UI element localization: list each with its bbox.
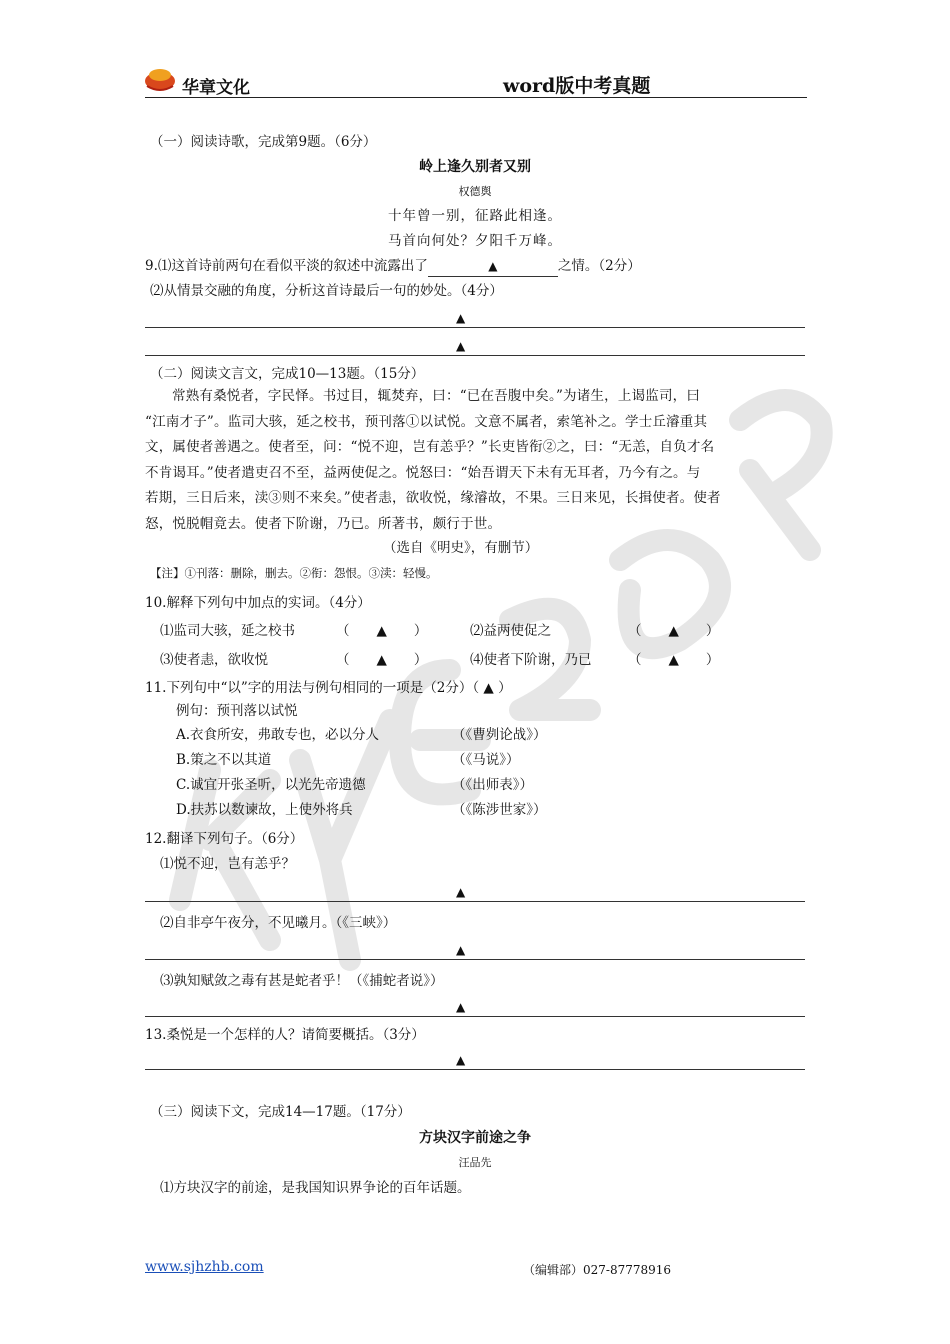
- brand-name: 华章文化: [182, 78, 250, 98]
- answer-line[interactable]: [145, 327, 805, 328]
- answer-line[interactable]: [145, 1016, 805, 1017]
- footer-phone: （编辑部）027-87778916: [523, 1263, 672, 1277]
- huazhang-logo-icon: [143, 66, 177, 92]
- header-rule: [145, 97, 807, 98]
- passage-line: 不肯谒耳。”使者遣吏召不至，益两使促之。悦怒曰：“始吾谓天下未有无耳者，乃今有之。与: [145, 464, 701, 481]
- poem-title: 岭上逢久别者又别: [419, 159, 531, 175]
- q10-item-2-answer[interactable]: （ ▲ ）: [628, 623, 720, 639]
- article-paragraph-1: ⑴方块汉字的前途，是我国知识界争论的百年话题。: [160, 1180, 471, 1196]
- answer-marker: ▲: [456, 1053, 466, 1067]
- q10-item-4-answer[interactable]: （ ▲ ）: [628, 652, 720, 668]
- article-title: 方块汉字前途之争: [419, 1130, 531, 1146]
- q11-option-d[interactable]: D.扶苏以数谏故，上使外将兵: [176, 802, 353, 818]
- question-10: 10.解释下列句中加点的实词。（4分）: [145, 595, 371, 611]
- q12-item-3: ⑶孰知赋敛之毒有甚是蛇者乎！（《捕蛇者说》）: [160, 973, 444, 989]
- question-12: 12.翻译下列句子。（6分）: [145, 831, 304, 847]
- section2-heading: （二）阅读文言文，完成10—13题。（15分）: [150, 366, 425, 382]
- q11-option-c[interactable]: C.诚宜开张圣听，以光先帝遗德: [176, 777, 366, 793]
- q11-example: 例句：预刊落以试悦: [176, 703, 298, 719]
- q11-option-c-source: （《出师表》）: [452, 777, 533, 793]
- q10-item-1-answer[interactable]: （ ▲ ）: [336, 623, 428, 639]
- header-title: word版中考真题: [503, 75, 651, 97]
- q10-item-1: ⑴监司大骇，延之校书: [160, 623, 295, 639]
- poem-line-2: 马首向何处？夕阳千万峰。: [388, 233, 562, 249]
- answer-marker: ▲: [456, 1000, 466, 1014]
- question-13: 13.桑悦是一个怎样的人？请简要概括。（3分）: [145, 1027, 425, 1043]
- poem-line-1: 十年曾一别，征路此相逢。: [388, 208, 562, 224]
- question-11: 11.下列句中“以”字的用法与例句相同的一项是（2分）（ ▲ ）: [145, 680, 512, 696]
- q10-item-3: ⑶使者恚，欲收悦: [160, 652, 268, 668]
- passage-note: 【注】①刊落：删除，删去。②衔：怨恨。③渎：轻慢。: [150, 566, 438, 580]
- passage-line: 若期，三日后来，渎③则不来矣。”使者恚，欲收悦，缘濬故，不果。三日来见，长揖使者。使者: [145, 490, 721, 506]
- passage-line: 怒，悦脱帽竟去。使者下阶谢，乃已。所著书，颇行于世。: [145, 515, 502, 532]
- q11-option-b[interactable]: B.策之不以其道: [176, 752, 272, 768]
- passage-source: （选自《明史》，有删节）: [383, 540, 539, 556]
- section1-heading: （一）阅读诗歌，完成第9题。（6分）: [150, 134, 377, 150]
- q11-option-a-source: （《曹刿论战》）: [452, 727, 547, 743]
- q12-item-1: ⑴悦不迎，岂有恙乎？: [160, 856, 295, 872]
- footer-website-link[interactable]: www.sjhzhb.com: [145, 1259, 264, 1275]
- q11-option-d-source: （《陈涉世家》）: [452, 802, 547, 818]
- answer-marker: ▲: [456, 339, 466, 353]
- question-9-1: [145, 256, 641, 277]
- answer-line[interactable]: [145, 1069, 805, 1070]
- q11-option-a[interactable]: A.衣食所安，弗敢专也，必以分人: [176, 727, 380, 743]
- answer-marker: ▲: [456, 943, 466, 957]
- passage-line: 常熟有桑悦者，字民怿。书过目，辄焚弃，曰：“已在吾腹中矣。”为诸生，上谒监司，曰: [172, 388, 701, 404]
- q9-1-answer-blank[interactable]: ▲: [428, 256, 558, 277]
- classical-passage: [145, 384, 807, 537]
- answer-line[interactable]: [145, 355, 805, 356]
- article-author: 汪品先: [458, 1156, 492, 1169]
- poem-author: 权德舆: [458, 185, 492, 198]
- answer-line[interactable]: [145, 901, 805, 902]
- q10-item-3-answer[interactable]: （ ▲ ）: [336, 652, 428, 668]
- passage-line: 文，属使者善遇之。使者至，问：“悦不迎，岂有恙乎？”长吏皆衔②之，曰：“无恙，自负才名: [145, 439, 715, 455]
- q9-1-suffix: 之情。（2分）: [557, 258, 641, 274]
- q11-option-b-source: （《马说》）: [452, 752, 520, 768]
- question-9-2: ⑵从情景交融的角度，分析这首诗最后一句的妙处。（4分）: [150, 283, 503, 299]
- q10-item-2: ⑵益两使促之: [470, 623, 551, 639]
- q9-1-prefix: 9.⑴这首诗前两句在看似平淡的叙述中流露出了: [145, 258, 428, 274]
- answer-marker: ▲: [456, 311, 466, 325]
- q10-item-4: ⑷使者下阶谢，乃已: [470, 652, 592, 668]
- q12-item-2: ⑵自非亭午夜分，不见曦月。（《三峡》）: [160, 915, 397, 931]
- answer-marker: ▲: [456, 885, 466, 899]
- section3-heading: （三）阅读下文，完成14—17题。（17分）: [150, 1104, 411, 1120]
- passage-line: “江南才子”。监司大骇，延之校书，预刊落①以试悦。文意不属者，索笔补之。学士丘濬重其: [145, 413, 708, 430]
- answer-line[interactable]: [145, 959, 805, 960]
